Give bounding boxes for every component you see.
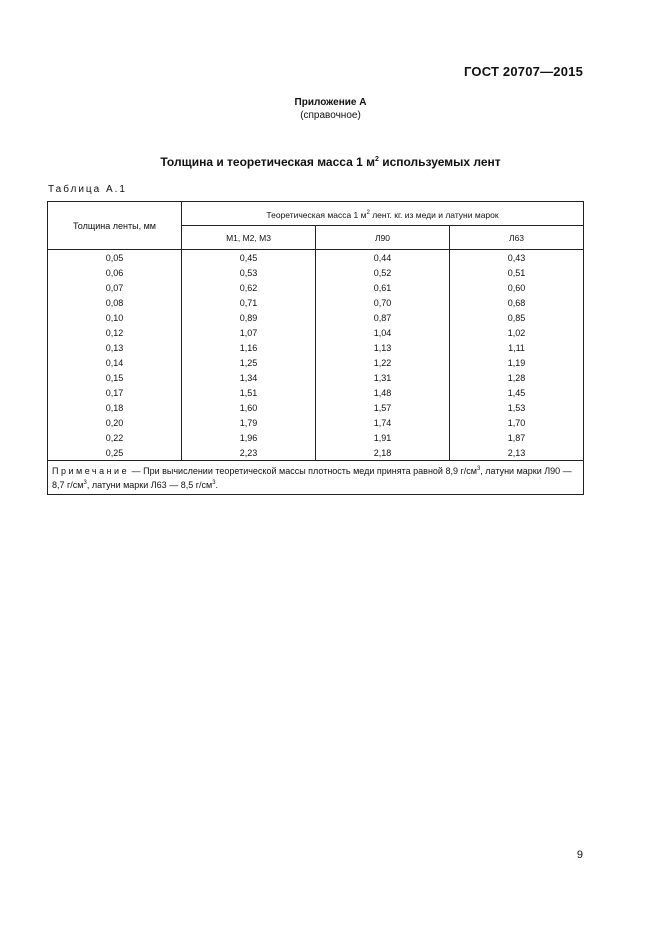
cell-mass-l90: 0,70 (316, 295, 450, 310)
cell-mass-l90: 1,13 (316, 340, 450, 355)
cell-mass-m: 0,53 (182, 265, 316, 280)
cell-thickness: 0,14 (48, 355, 182, 370)
cell-mass-l90: 1,04 (316, 325, 450, 340)
cell-mass-m: 1,79 (182, 415, 316, 430)
cell-mass-m: 2,23 (182, 445, 316, 461)
mass-table (47, 201, 584, 495)
document-title (0, 155, 661, 169)
cell-mass-l90: 2,18 (316, 445, 450, 461)
cell-mass-l63: 0,60 (450, 280, 584, 295)
table-row (48, 310, 584, 325)
page-number: 9 (576, 849, 583, 861)
cell-thickness: 0,05 (48, 250, 182, 266)
table-row (48, 385, 584, 400)
cell-mass-m: 0,45 (182, 250, 316, 266)
header-l90: Л90 (316, 226, 450, 250)
cell-mass-l63: 2,13 (450, 445, 584, 461)
title-superscript: 2 (374, 156, 379, 163)
cell-mass-m: 1,16 (182, 340, 316, 355)
table-container (47, 201, 583, 495)
cell-mass-m: 1,25 (182, 355, 316, 370)
cell-thickness: 0,17 (48, 385, 182, 400)
cell-mass-l90: 0,87 (316, 310, 450, 325)
cell-mass-m: 0,89 (182, 310, 316, 325)
header-mass-text-1: Теоретическая масса 1 м (266, 209, 367, 220)
table-row (48, 370, 584, 385)
cell-thickness: 0,08 (48, 295, 182, 310)
cell-mass-l63: 0,51 (450, 265, 584, 280)
cell-mass-m: 0,62 (182, 280, 316, 295)
note-text-2: , латуни марки Л90 — 8,7 г/см (52, 466, 572, 490)
note-sup-1: 3 (476, 466, 481, 472)
cell-mass-l90: 1,31 (316, 370, 450, 385)
cell-thickness: 0,25 (48, 445, 182, 461)
cell-mass-m: 0,71 (182, 295, 316, 310)
table-row (48, 325, 584, 340)
cell-mass-l63: 1,02 (450, 325, 584, 340)
table-row (48, 400, 584, 415)
cell-mass-l63: 0,43 (450, 250, 584, 266)
cell-mass-l63: 1,45 (450, 385, 584, 400)
title-text-2: используемых лент (378, 155, 501, 169)
table-row (48, 355, 584, 370)
header-thickness: Толщина ленты, мм (48, 202, 182, 250)
cell-thickness: 0,15 (48, 370, 182, 385)
cell-thickness: 0,22 (48, 430, 182, 445)
cell-mass-l90: 0,52 (316, 265, 450, 280)
document-code: ГОСТ 20707—2015 (464, 64, 583, 79)
cell-thickness: 0,13 (48, 340, 182, 355)
note-sup-2: 3 (83, 480, 87, 486)
cell-mass-l63: 1,28 (450, 370, 584, 385)
title-text-1: Толщина и теоретическая масса 1 м (160, 155, 375, 169)
cell-mass-l90: 1,48 (316, 385, 450, 400)
appendix-subtitle: (справочное) (300, 110, 361, 121)
cell-thickness: 0,06 (48, 265, 182, 280)
table-caption: Таблица А.1 (48, 184, 127, 195)
cell-mass-l90: 1,74 (316, 415, 450, 430)
cell-thickness: 0,07 (48, 280, 182, 295)
cell-mass-l63: 1,11 (450, 340, 584, 355)
table-row (48, 430, 584, 445)
header-l63: Л63 (450, 226, 584, 250)
cell-mass-l63: 1,19 (450, 355, 584, 370)
cell-thickness: 0,10 (48, 310, 182, 325)
cell-mass-l63: 1,70 (450, 415, 584, 430)
table-body (48, 250, 584, 461)
header-mass-superscript: 2 (366, 209, 370, 216)
appendix-title: Приложение А (294, 97, 367, 108)
table-row (48, 250, 584, 266)
table-row (48, 295, 584, 310)
cell-mass-m: 1,07 (182, 325, 316, 340)
appendix-heading (0, 96, 661, 122)
note-sup-3: 3 (212, 480, 216, 486)
header-mass-text-2: лент. кг. из меди и латуни марок (369, 209, 499, 220)
cell-thickness: 0,20 (48, 415, 182, 430)
cell-mass-l63: 0,68 (450, 295, 584, 310)
cell-mass-l63: 0,85 (450, 310, 584, 325)
cell-thickness: 0,18 (48, 400, 182, 415)
note-text-1: — При вычислении теоретической массы плотность меди принята равной 8,9 г/см (129, 466, 477, 476)
cell-mass-l90: 1,91 (316, 430, 450, 445)
cell-mass-m: 1,34 (182, 370, 316, 385)
cell-thickness: 0,12 (48, 325, 182, 340)
table-row (48, 340, 584, 355)
cell-mass-m: 1,60 (182, 400, 316, 415)
cell-mass-l63: 1,87 (450, 430, 584, 445)
note-text-4: . (215, 480, 219, 490)
cell-mass-l90: 1,57 (316, 400, 450, 415)
table-row (48, 265, 584, 280)
cell-mass-l90: 0,44 (316, 250, 450, 266)
note-text-3: , латуни марки Л63 — 8,5 г/см (86, 480, 213, 490)
cell-mass-l90: 1,22 (316, 355, 450, 370)
cell-mass-l90: 0,61 (316, 280, 450, 295)
note-label: Примечание (52, 466, 130, 476)
table-row (48, 415, 584, 430)
cell-mass-l63: 1,53 (450, 400, 584, 415)
table-row (48, 445, 584, 461)
header-mass (182, 202, 584, 226)
header-m-grades: М1, М2, М3 (182, 226, 316, 250)
cell-mass-m: 1,51 (182, 385, 316, 400)
table-row (48, 280, 584, 295)
cell-mass-m: 1,96 (182, 430, 316, 445)
table-note (48, 461, 584, 495)
